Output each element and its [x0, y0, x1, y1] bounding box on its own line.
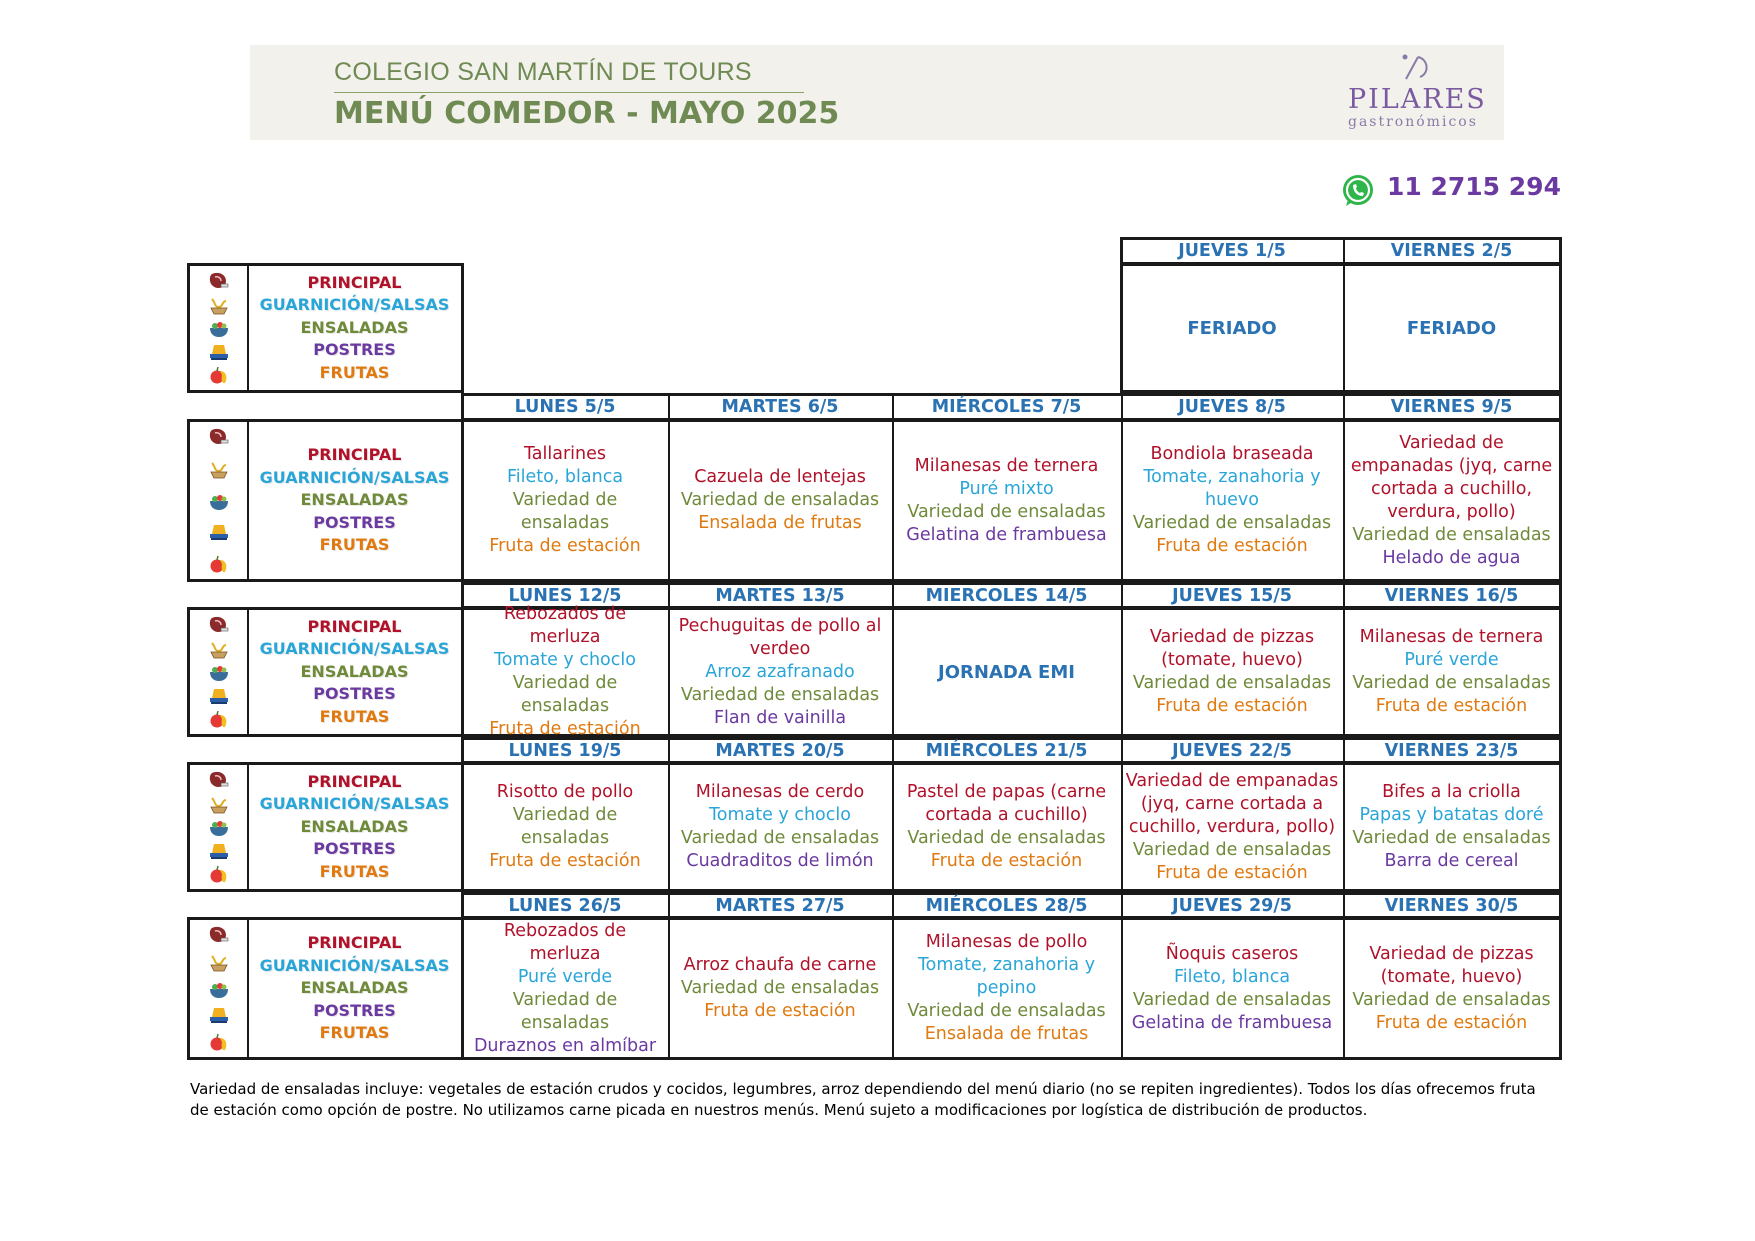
menu-cell — [1347, 764, 1556, 890]
menu-cell — [1125, 919, 1339, 1058]
special-day-label: FERIADO — [1187, 317, 1277, 339]
fruit-icon — [208, 365, 230, 385]
menu-item-principal: Variedad de pizzas (tomate, huevo) — [1369, 943, 1534, 987]
menu-item-ensaladas: Variedad de ensaladas — [512, 989, 618, 1033]
header-divider — [334, 92, 804, 93]
menu-item-principal: Variedad de pizzas (tomate, huevo) — [1149, 627, 1315, 670]
menu-item-ensaladas: Variedad de ensaladas — [680, 828, 880, 848]
menu-item-guarnicion: Tomate, zanahoria y pepino — [917, 955, 1096, 998]
day-header: LUNES 5/5 — [514, 396, 616, 417]
legend-guarnicion: GUARNICIÓN/SALSAS — [259, 955, 450, 975]
menu-item-postres: Gelatina de frambuesa — [906, 524, 1107, 545]
menu-item-frutas: Fruta de estación — [1156, 862, 1308, 883]
legend-icons — [197, 427, 241, 574]
menu-item-principal: Milanesas de ternera — [914, 455, 1099, 476]
menu-item-principal: Bondiola braseada — [1150, 444, 1314, 464]
menu-cell — [896, 421, 1117, 580]
meat-icon — [208, 427, 230, 447]
menu-cell — [896, 609, 1117, 735]
legend-ensaladas: ENSALADAS — [300, 661, 409, 681]
menu-item-ensaladas: Variedad de ensaladas — [1352, 989, 1551, 1010]
day-header: JUEVES 29/5 — [1172, 895, 1292, 916]
menu-cell — [1347, 265, 1556, 391]
day-header: VIERNES 2/5 — [1390, 240, 1513, 261]
menu-cell — [466, 764, 664, 890]
school-name: COLEGIO SAN MARTÍN DE TOURS — [334, 58, 752, 86]
meat-icon — [208, 271, 230, 291]
day-header: JUEVES 8/5 — [1178, 396, 1286, 417]
menu-item-principal: Variedad de empanadas (jyq, carne cortada a cuchillo, verdura, pollo) — [1350, 432, 1553, 522]
meat-icon — [208, 615, 230, 635]
column-divider — [668, 393, 670, 582]
day-header: MARTES 6/5 — [721, 396, 839, 417]
special-day-label: JORNADA EMI — [938, 661, 1075, 683]
menu-item-principal: Arroz chaufa de carne — [683, 955, 877, 975]
legend-postres: POSTRES — [313, 684, 396, 704]
day-header: VIERNES 23/5 — [1384, 740, 1519, 761]
menu-item-principal: Risotto de pollo — [496, 782, 634, 802]
salad-icon — [208, 318, 230, 338]
fruit-icon — [208, 1032, 230, 1052]
menu-item-guarnicion: Tomate, zanahoria y huevo — [1143, 467, 1321, 510]
legend-frutas: FRUTAS — [319, 1023, 390, 1043]
salad-icon — [208, 817, 230, 837]
menu-item-ensaladas: Variedad de ensaladas — [907, 828, 1106, 848]
fruit-icon — [208, 864, 230, 884]
day-header: VIERNES 9/5 — [1390, 396, 1513, 417]
menu-item-postres: Helado de agua — [1382, 547, 1521, 568]
pasta-icon — [208, 952, 230, 972]
menu-item-postres: Gelatina de frambuesa — [1131, 1012, 1333, 1033]
legend-postres: POSTRES — [313, 1000, 396, 1020]
menu-item-frutas: Fruta de estación — [1375, 696, 1528, 716]
menu-cell — [672, 764, 888, 890]
day-header: JUEVES 15/5 — [1172, 585, 1292, 606]
menu-item-postres: Duraznos en almíbar — [473, 1035, 657, 1056]
menu-item-principal: Cazuela de lentejas — [694, 467, 866, 487]
day-header: MARTES 27/5 — [715, 895, 845, 916]
menu-item-guarnicion: Fileto, blanca — [1173, 966, 1291, 987]
menu-item-principal: Tallarines — [524, 444, 606, 464]
menu-item-ensaladas: Variedad de ensaladas — [512, 673, 618, 716]
special-day-label: FERIADO — [1406, 317, 1497, 339]
legend-ensaladas: ENSALADAS — [300, 317, 409, 337]
menu-item-postres: Barra de cereal — [1384, 851, 1519, 871]
menu-item-guarnicion: Puré verde — [517, 966, 613, 987]
menu-cell — [1347, 919, 1556, 1058]
menu-cell — [1347, 609, 1556, 735]
legend-postres: POSTRES — [313, 512, 396, 532]
menu-item-ensaladas: Variedad de ensaladas — [1132, 839, 1332, 860]
dessert-icon — [208, 522, 230, 542]
legend-frutas: FRUTAS — [319, 861, 390, 881]
fruit-icon — [208, 554, 230, 574]
day-header: LUNES 12/5 — [508, 585, 622, 606]
menu-item-ensaladas: Variedad de ensaladas — [1132, 989, 1332, 1010]
menu-item-principal: Rebozados de merluza — [503, 920, 627, 964]
legend-icons — [197, 271, 241, 385]
legend-labels — [247, 263, 462, 393]
legend-principal: PRINCIPAL — [307, 445, 402, 465]
menu-item-guarnicion: Tomate y choclo — [709, 805, 851, 825]
column-divider — [892, 393, 894, 582]
column-divider — [668, 892, 670, 1060]
dessert-icon — [208, 686, 230, 706]
legend-guarnicion: GUARNICIÓN/SALSAS — [259, 639, 450, 659]
menu-item-ensaladas: Variedad de ensaladas — [907, 501, 1106, 522]
column-divider — [1343, 393, 1345, 582]
menu-cell — [466, 604, 664, 739]
menu-item-ensaladas: Variedad de ensaladas — [1352, 524, 1551, 545]
menu-cell — [672, 609, 888, 735]
day-header: VIERNES 16/5 — [1384, 585, 1519, 606]
dessert-icon — [208, 1005, 230, 1025]
menu-item-guarnicion: Puré mixto — [959, 478, 1054, 499]
menu-cell — [1347, 421, 1556, 580]
menu-item-ensaladas: Variedad de ensaladas — [907, 1001, 1106, 1021]
day-header: MIÉRCOLES 28/5 — [925, 895, 1088, 916]
menu-item-frutas: Fruta de estación — [489, 851, 641, 871]
day-header: JUEVES 22/5 — [1172, 740, 1292, 761]
day-header: MIÉRCOLES 21/5 — [925, 740, 1088, 761]
menu-item-principal: Rebozados de merluza — [503, 604, 627, 647]
column-divider — [892, 892, 894, 1060]
salad-icon — [208, 662, 230, 682]
menu-item-guarnicion: Fileto, blanca — [506, 467, 624, 487]
day-header: LUNES 26/5 — [508, 895, 622, 916]
brand-logo-icon — [1398, 51, 1434, 85]
salad-icon — [208, 979, 230, 999]
menu-cell — [466, 421, 664, 580]
dessert-icon — [208, 342, 230, 362]
legend-labels — [247, 762, 462, 892]
menu-item-ensaladas: Variedad de ensaladas — [512, 490, 618, 533]
legend-labels — [247, 607, 462, 737]
footer-note: Variedad de ensaladas incluye: vegetales de estación crudos y cocidos, legumbres, arroz dependiendo del menú diario (no se repiten ingredientes). Todos los días ofrecemos fruta de estación como opción de postre. No utilizamos carne picada en nuestros menús. Menú sujeto a modificaciones por logística de distribución de productos. — [190, 1080, 1536, 1119]
fruit-icon — [208, 709, 230, 729]
menu-cell — [672, 421, 888, 580]
menu-item-ensaladas: Variedad de ensaladas — [680, 490, 880, 510]
menu-cell — [1125, 421, 1339, 580]
legend-icons — [197, 770, 241, 884]
menu-item-principal: Milanesas de cerdo — [695, 782, 865, 802]
menu-item-guarnicion: Tomate y choclo — [494, 650, 636, 670]
column-divider — [1343, 892, 1345, 1060]
brand-subtitle: gastronómicos — [1348, 114, 1478, 130]
day-header: MARTES 13/5 — [715, 585, 845, 606]
pasta-icon — [208, 639, 230, 659]
legend-guarnicion: GUARNICIÓN/SALSAS — [259, 794, 450, 814]
legend-labels — [247, 917, 462, 1060]
menu-item-principal: Bifes a la criolla — [1382, 782, 1521, 802]
menu-item-guarnicion: Papas y batatas doré — [1359, 805, 1544, 825]
legend-frutas: FRUTAS — [319, 362, 390, 382]
menu-item-principal: Milanesas de pollo — [925, 932, 1088, 952]
day-header: LUNES 19/5 — [508, 740, 622, 761]
menu-item-ensaladas: Variedad de ensaladas — [1132, 673, 1332, 693]
menu-item-guarnicion: Arroz azafranado — [705, 661, 855, 682]
legend-principal: PRINCIPAL — [307, 933, 402, 953]
meat-icon — [208, 925, 230, 945]
column-divider — [1121, 892, 1123, 1060]
menu-cell — [672, 919, 888, 1058]
pasta-icon — [208, 459, 230, 479]
menu-item-postres: Cuadraditos de limón — [686, 851, 874, 871]
day-header: MARTES 20/5 — [715, 740, 845, 761]
legend-icons — [197, 615, 241, 729]
phone-number: 11 2715 294 — [1387, 172, 1561, 201]
dessert-icon — [208, 841, 230, 861]
menu-item-principal: Pechuguitas de pollo al verdeo — [678, 615, 882, 659]
menu-item-frutas: Fruta de estación — [489, 536, 641, 556]
menu-cell — [1125, 609, 1339, 735]
menu-item-principal: Pastel de papas (carne cortada a cuchillo) — [906, 782, 1107, 825]
legend-frutas: FRUTAS — [319, 535, 390, 555]
menu-item-ensaladas: Variedad de ensaladas — [512, 805, 618, 848]
menu-cell — [466, 919, 664, 1058]
pasta-icon — [208, 295, 230, 315]
legend-principal: PRINCIPAL — [307, 272, 402, 292]
legend-frutas: FRUTAS — [319, 706, 390, 726]
menu-item-guarnicion: Puré verde — [1404, 650, 1499, 670]
menu-item-ensaladas: Variedad de ensaladas — [1352, 828, 1551, 848]
day-header: MIERCOLES 14/5 — [925, 585, 1088, 606]
legend-icons — [197, 925, 241, 1052]
day-header: VIERNES 30/5 — [1384, 895, 1519, 916]
menu-item-frutas: Fruta de estación — [704, 1001, 856, 1021]
legend-ensaladas: ENSALADAS — [300, 816, 409, 836]
meat-icon — [208, 770, 230, 790]
legend-guarnicion: GUARNICIÓN/SALSAS — [259, 467, 450, 487]
menu-item-frutas: Ensalada de frutas — [698, 513, 862, 533]
menu-cell — [896, 919, 1117, 1058]
menu-item-frutas: Ensalada de frutas — [924, 1024, 1089, 1044]
menu-item-principal: Ñoquis caseros — [1165, 943, 1299, 964]
menu-item-frutas: Fruta de estación — [1156, 536, 1308, 556]
brand-name: PILARES — [1348, 84, 1487, 115]
menu-item-ensaladas: Variedad de ensaladas — [680, 684, 880, 705]
menu-cell — [1125, 764, 1339, 890]
menu-cell — [896, 764, 1117, 890]
salad-icon — [208, 491, 230, 511]
pasta-icon — [208, 794, 230, 814]
day-header: JUEVES 1/5 — [1178, 240, 1286, 261]
menu-cell — [1125, 265, 1339, 391]
legend-postres: POSTRES — [313, 839, 396, 859]
menu-item-frutas: Fruta de estación — [1375, 1012, 1528, 1033]
column-divider — [1121, 393, 1123, 582]
legend-guarnicion: GUARNICIÓN/SALSAS — [259, 295, 450, 315]
menu-item-postres: Flan de vainilla — [713, 707, 847, 728]
menu-item-ensaladas: Variedad de ensaladas — [680, 978, 880, 998]
legend-principal: PRINCIPAL — [307, 616, 402, 636]
menu-item-frutas: Fruta de estación — [489, 719, 641, 739]
legend-principal: PRINCIPAL — [307, 771, 402, 791]
menu-item-ensaladas: Variedad de ensaladas — [1352, 673, 1551, 693]
menu-item-principal: Variedad de empanadas (jyq, carne cortada a cuchillo, verdura, pollo) — [1125, 770, 1339, 837]
menu-item-principal: Milanesas de ternera — [1359, 627, 1544, 647]
legend-ensaladas: ENSALADAS — [300, 978, 409, 998]
menu-item-frutas: Fruta de estación — [930, 851, 1083, 871]
menu-item-frutas: Fruta de estación — [1156, 696, 1308, 716]
legend-labels — [247, 419, 462, 582]
page-title: MENÚ COMEDOR - MAYO 2025 — [334, 96, 840, 131]
legend-ensaladas: ENSALADAS — [300, 490, 409, 510]
menu-item-ensaladas: Variedad de ensaladas — [1132, 513, 1332, 533]
whatsapp-icon — [1340, 173, 1376, 209]
day-header: MIÉRCOLES 7/5 — [931, 396, 1082, 417]
legend-postres: POSTRES — [313, 340, 396, 360]
